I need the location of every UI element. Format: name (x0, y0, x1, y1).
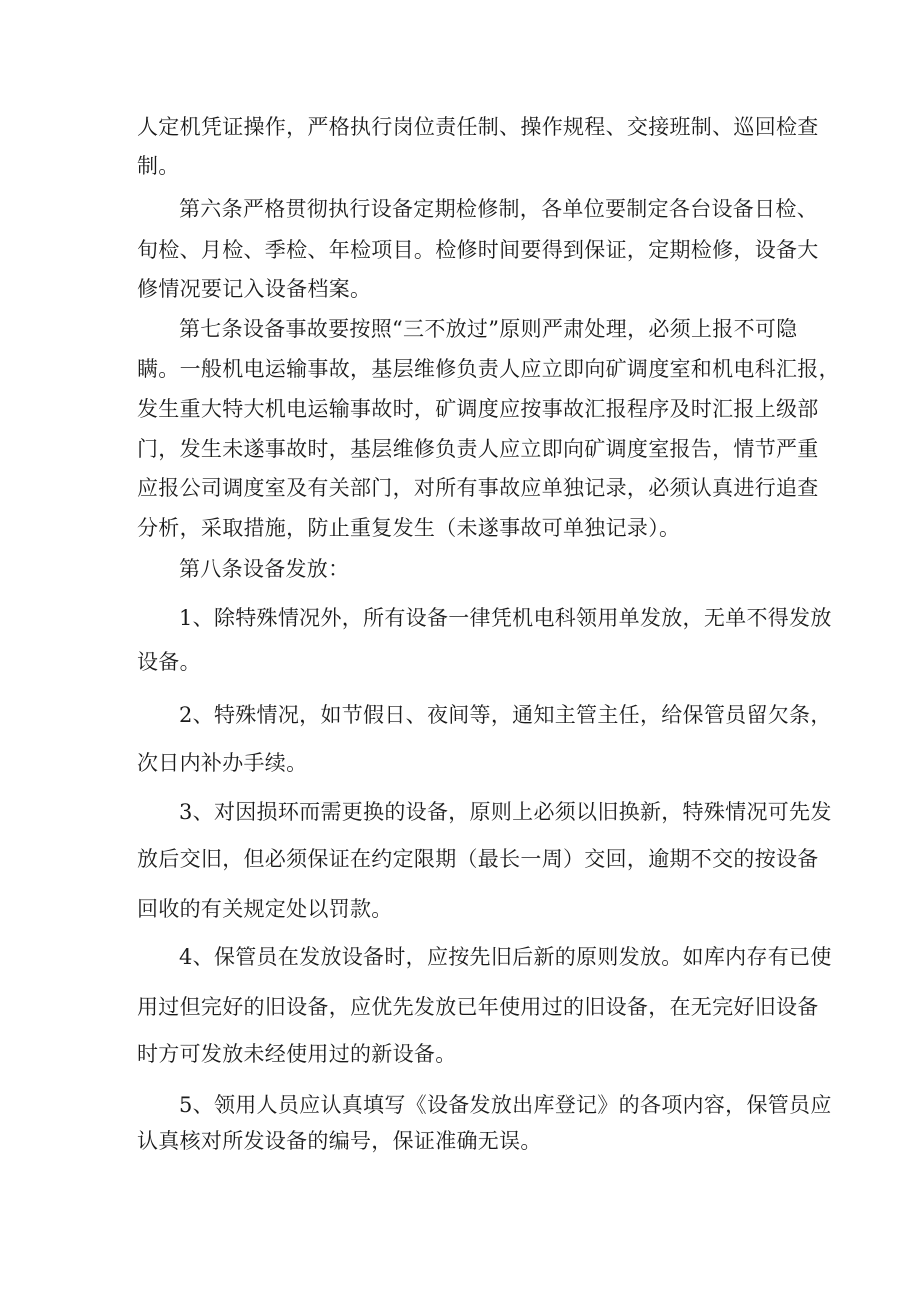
text-line: 旬检、月检、季检、年检项目。检修时间要得到保证，定期检修，设备大 (137, 238, 819, 262)
item-1-line: 1、除特殊情况外，所有设备一律凭机电科领用单发放，无单不得发放 (179, 606, 832, 630)
article-8-heading: 第八条设备发放： (179, 557, 350, 581)
item-2-line: 2、特殊情况，如节假日、夜间等，通知主管主任，给保管员留欠条， (179, 703, 832, 727)
text-line: 应报公司调度室及有关部门，对所有事故应单独记录，必须认真进行追查 (137, 476, 819, 500)
text-line: 人定机凭证操作，严格执行岗位责任制、操作规程、交接班制、巡回检查 (137, 115, 819, 139)
article-7-line: 第七条设备事故要按照“三不放过”原则严肃处理，必须上报不可隐 (179, 317, 798, 341)
item-5-line: 5、领用人员应认真填写《设备发放出库登记》的各项内容，保管员应 (179, 1093, 832, 1117)
text-line: 回收的有关规定处以罚款。 (137, 897, 393, 921)
text-line: 瞒。一般机电运输事故，基层维修负责人应立即向矿调度室和机电科汇报， (137, 357, 840, 381)
text-line: 时方可发放未经使用过的新设备。 (137, 1042, 457, 1066)
text-line: 认真核对所发设备的编号，保证准确无误。 (137, 1129, 542, 1153)
text-line: 放后交旧，但必须保证在约定限期（最长一周）交回，逾期不交的按设备 (137, 847, 819, 871)
text-line: 修情况要记入设备档案。 (137, 277, 372, 301)
text-line: 门，发生未遂事故时，基层维修负责人应立即向矿调度室报告，情节严重 (137, 437, 819, 461)
item-4-line: 4、保管员在发放设备时，应按先旧后新的原则发放。如库内存有已使 (179, 945, 832, 969)
text-line: 分析，采取措施，防止重复发生（未遂事故可单独记录）。 (137, 516, 681, 540)
text-line: 次日内补办手续。 (137, 751, 308, 775)
text-line: 发生重大特大机电运输事故时，矿调度应按事故汇报程序及时汇报上级部 (137, 397, 819, 421)
item-3-line: 3、对因损环而需更换的设备，原则上必须以旧换新，特殊情况可先发 (179, 800, 832, 824)
article-6-line: 第六条严格贯彻执行设备定期检修制，各单位要制定各台设备日检、 (179, 197, 818, 221)
text-line: 用过但完好的旧设备，应优先发放已年使用过的旧设备，在无完好旧设备 (137, 995, 819, 1019)
text-line: 制。 (137, 154, 180, 178)
text-line: 设备。 (137, 650, 201, 674)
